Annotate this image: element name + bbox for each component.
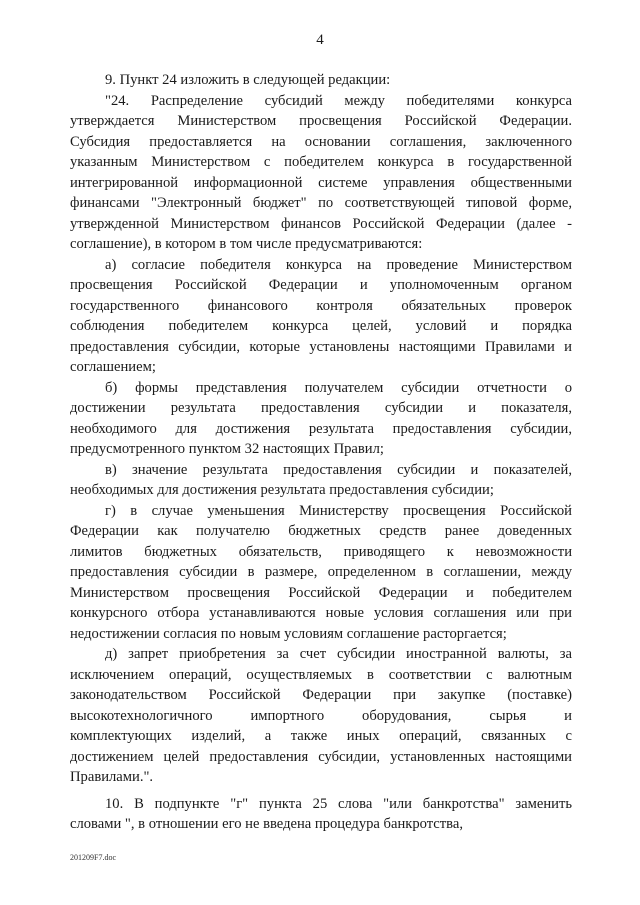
paragraph-line-p24-2: Субсидия предоставляется на основании соглашения, заключенного: [70, 133, 572, 150]
paragraph-line-item10-0: 10. В подпункте "г" пункта 25 слова "или банкротства" заменить: [105, 795, 572, 812]
paragraph-line-p24-5: финансами "Электронный бюджет" по соответствующей типовой форме,: [70, 195, 572, 211]
paragraph-line-p24-7: соглашение), в котором в том числе предусматриваются:: [70, 236, 423, 252]
paragraph-line-pd-1: исключением операций, осуществляемых в соответствии с валютным: [70, 666, 572, 683]
paragraph-line-p24-4: интегрированной информационной системе управления общественными: [70, 174, 572, 191]
paragraph-line-pa-1: просвещения Российской Федерации и уполномоченным органом: [70, 277, 572, 293]
paragraph-line-pg-4: Министерством просвещения Российской Федерации и победителем: [70, 584, 572, 601]
paragraph-line-p24-3: указанным Министерством с победителем конкурса в государственной: [70, 154, 572, 170]
document-body: [70, 70, 572, 835]
paragraph-line-pg-1: Федерации как получателю бюджетных средств ранее доведенных: [70, 523, 572, 539]
paragraph-line-p24-0: "24. Распределение субсидий между победителями конкурса: [105, 92, 572, 109]
paragraph-line-pd-2: законодательством Российской Федерации при закупке (поставке): [70, 687, 572, 703]
paragraph-line-pv-0: в) значение результата предоставления субсидии и показателей,: [105, 461, 572, 478]
paragraph-line-item9-0: 9. Пункт 24 изложить в следующей редакции:: [105, 72, 391, 88]
paragraph-line-pd-4: комплектующих изделий, а также иных операций, связанных с: [70, 728, 572, 744]
paragraph-line-pg-5: конкурсного отбора устанавливаются новые условия соглашения или при: [70, 605, 572, 621]
paragraph-line-pd-3: высокотехнологичного импортного оборудования, сырья и: [70, 707, 572, 724]
paragraph-line-pd-0: д) запрет приобретения за счет субсидии иностранной валюты, за: [105, 646, 572, 662]
paragraph-line-pa-2: государственного финансового контроля обязательных проверок: [70, 297, 572, 314]
paragraph-line-pa-4: предоставления субсидии, которые установлены настоящими Правилами и: [70, 338, 572, 355]
paragraph-line-pb-0: б) формы представления получателем субсидии отчетности о: [105, 379, 572, 396]
paragraph-line-pg-6: недостижении согласия по новым условиям соглашение расторгается;: [70, 625, 507, 642]
paragraph-line-pg-0: г) в случае уменьшения Министерству просвещения Российской: [105, 502, 572, 519]
paragraph-line-p24-6: утвержденной Министерством финансов Российской Федерации (далее -: [70, 215, 572, 232]
footer-file-code: 201209F7.doc: [70, 853, 116, 862]
paragraph-line-item10-1: словами ", в отношении его не введена процедура банкротства,: [70, 816, 463, 832]
paragraph-line-pb-3: предусмотренного пунктом 32 настоящих Правил;: [70, 441, 384, 457]
paragraph-line-p24-1: утверждается Министерством просвещения Российской Федерации.: [70, 113, 572, 129]
paragraph-line-pd-6: Правилами.".: [70, 769, 154, 785]
paragraph-line-pa-3: соблюдения победителем конкурса целей, условий и порядка: [70, 318, 572, 334]
paragraph-line-pd-5: достижением целей предоставления субсидии, установленных настоящими: [70, 748, 572, 765]
paragraph-line-pa-0: а) согласие победителя конкурса на проведение Министерством: [105, 256, 572, 273]
paragraph-line-pb-1: достижении результата предоставления субсидии и показателя,: [70, 400, 572, 416]
paragraph-line-pv-1: необходимых для достижения результата предоставления субсидии;: [70, 482, 494, 498]
paragraph-line-pg-2: лимитов бюджетных обязательств, приводящего к невозможности: [70, 543, 572, 560]
page-number: 4: [316, 32, 324, 48]
paragraph-line-pg-3: предоставления субсидии в размере, определенном в соглашении, между: [70, 564, 572, 580]
paragraph-line-pb-2: необходимого для достижения результата предоставления субсидии,: [70, 420, 572, 437]
paragraph-line-pa-5: соглашением;: [70, 359, 156, 375]
